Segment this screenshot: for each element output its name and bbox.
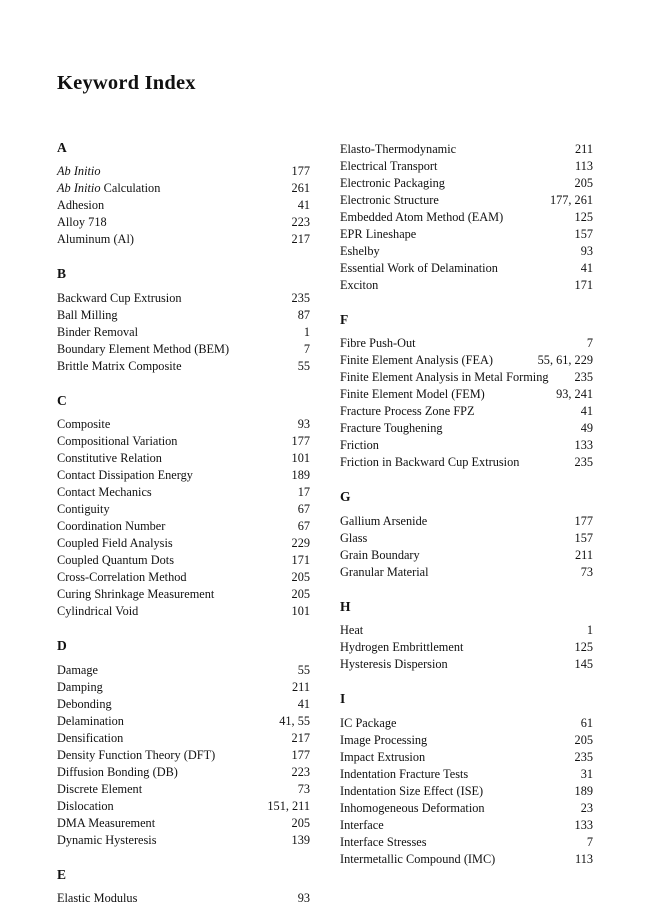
index-entry[interactable] <box>57 467 310 484</box>
entry-pages: 211 <box>292 679 310 694</box>
entry-term: Indentation Size Effect (ISE) <box>340 783 484 798</box>
entry-term: Glass <box>340 530 368 545</box>
entry-pages: 31 <box>580 766 593 781</box>
entry-term: Coupled Quantum Dots <box>57 553 175 568</box>
entry-term <box>57 163 292 180</box>
index-entry[interactable] <box>57 501 310 518</box>
entry-term-italic: Ab Initio <box>57 164 101 179</box>
entry-pages: 23 <box>580 800 593 815</box>
entry-term: Finite Element Analysis (FEA) <box>340 353 493 368</box>
section-letter: I <box>340 691 346 707</box>
index-entry[interactable] <box>57 231 310 248</box>
entry-pages: 93 <box>297 891 310 906</box>
entry-pages: 171 <box>291 553 310 568</box>
index-columns <box>57 139 593 908</box>
index-section-f <box>340 313 593 472</box>
index-entry[interactable] <box>57 214 310 231</box>
index-entry[interactable] <box>340 260 593 277</box>
entry-pages: 261 <box>291 181 310 196</box>
entry-term: DMA Measurement <box>57 815 156 830</box>
entry-term: Ball Milling <box>57 307 118 322</box>
section-letter: F <box>340 311 349 327</box>
entry-term: Discrete Element <box>57 781 143 796</box>
entry-pages: 93, 241 <box>556 387 593 402</box>
entry-term: Electronic Structure <box>340 192 439 207</box>
index-entry[interactable] <box>340 369 593 386</box>
entry-term: EPR Lineshape <box>340 226 417 241</box>
index-entry[interactable] <box>57 798 310 815</box>
index-entry[interactable] <box>340 639 593 656</box>
entry-pages: 151, 211 <box>267 798 310 813</box>
index-entry[interactable] <box>57 603 310 620</box>
index-entry[interactable] <box>57 569 310 586</box>
index-section-g <box>340 490 593 581</box>
section-letter: B <box>57 266 67 282</box>
entry-term: Electronic Packaging <box>340 175 445 190</box>
entry-pages: 55 <box>297 358 310 373</box>
entry-term: Fibre Push-Out <box>340 336 416 351</box>
entry-pages: 41, 55 <box>279 713 310 728</box>
index-section-i <box>340 692 593 868</box>
entry-pages: 7 <box>586 336 593 351</box>
index-entry[interactable] <box>340 622 593 639</box>
index-entry[interactable] <box>340 732 593 749</box>
index-entry[interactable] <box>340 656 593 673</box>
index-entry[interactable] <box>340 783 593 800</box>
entry-pages: 41 <box>297 198 310 213</box>
entry-term: Dynamic Hysteresis <box>57 832 157 847</box>
entry-term: Adhesion <box>57 198 105 213</box>
entry-pages: 177 <box>291 747 310 762</box>
entry-pages: 7 <box>303 341 310 356</box>
index-entry[interactable] <box>340 243 593 260</box>
entry-term: Fracture Toughening <box>340 421 443 436</box>
entry-term: Compositional Variation <box>57 434 178 449</box>
entry-pages: 55, 61, 229 <box>537 353 593 368</box>
index-entry[interactable] <box>57 307 310 324</box>
entry-term: Inhomogeneous Deformation <box>340 800 485 815</box>
index-entry[interactable] <box>57 552 310 569</box>
entry-pages: 145 <box>574 657 593 672</box>
index-entry[interactable] <box>340 817 593 834</box>
entry-pages: 235 <box>574 749 593 764</box>
index-entry[interactable] <box>57 679 310 696</box>
entry-pages: 125 <box>574 640 593 655</box>
entry-term: Brittle Matrix Composite <box>57 358 182 373</box>
entry-term: Gallium Arsenide <box>340 513 428 528</box>
index-entry[interactable] <box>57 713 310 730</box>
section-letter: G <box>340 489 351 505</box>
section-letter: C <box>57 392 67 408</box>
entry-pages: 87 <box>297 307 310 322</box>
entry-term: Alloy 718 <box>57 215 107 230</box>
index-entry[interactable] <box>340 386 593 403</box>
index-entry[interactable] <box>340 420 593 437</box>
section-letter: E <box>57 866 67 882</box>
entry-pages: 125 <box>574 209 593 224</box>
entry-pages: 157 <box>574 226 593 241</box>
entry-pages: 17 <box>297 485 310 500</box>
entry-pages: 61 <box>580 715 593 730</box>
entry-term: Coupled Field Analysis <box>57 536 173 551</box>
entry-term: Fracture Process Zone FPZ <box>340 404 475 419</box>
entry-term: Grain Boundary <box>340 547 420 562</box>
index-entry[interactable] <box>340 851 593 868</box>
right-column <box>340 141 593 868</box>
entry-pages: 133 <box>574 817 593 832</box>
index-entry[interactable] <box>57 815 310 832</box>
entry-term: Finite Element Analysis in Metal Forming <box>340 370 549 385</box>
entry-term: Backward Cup Extrusion <box>57 290 182 305</box>
index-entry[interactable] <box>340 715 593 732</box>
entry-pages: 217 <box>291 730 310 745</box>
entry-pages: 177 <box>291 164 310 179</box>
index-entry[interactable] <box>340 437 593 454</box>
entry-term: Dislocation <box>57 798 114 813</box>
entry-pages: 189 <box>291 468 310 483</box>
entry-term: Aluminum (Al) <box>57 232 134 247</box>
index-entry[interactable] <box>57 535 310 552</box>
entry-term: Coordination Number <box>57 519 166 534</box>
entry-term: IC Package <box>340 715 397 730</box>
index-entry[interactable] <box>57 358 310 375</box>
entry-pages: 211 <box>575 141 593 156</box>
section-letter: H <box>340 598 351 614</box>
entry-term: Debonding <box>57 696 112 711</box>
entry-pages: 205 <box>574 732 593 747</box>
page-title: Keyword Index <box>57 72 196 94</box>
entry-term: Granular Material <box>340 564 429 579</box>
entry-term: Damage <box>57 662 98 677</box>
entry-term: Elasto-Thermodynamic <box>340 141 457 156</box>
entry-term: Indentation Fracture Tests <box>340 766 469 781</box>
index-entry[interactable] <box>340 766 593 783</box>
index-entry[interactable] <box>340 749 593 766</box>
entry-pages: 93 <box>297 417 310 432</box>
entry-pages: 93 <box>580 243 593 258</box>
entry-term-italic: Ab Initio <box>57 181 101 196</box>
entry-pages: 67 <box>297 519 310 534</box>
entry-term: Heat <box>340 623 364 638</box>
index-entry[interactable] <box>340 564 593 581</box>
entry-term: Hysteresis Dispersion <box>340 657 448 672</box>
entry-pages: 113 <box>575 851 593 866</box>
entry-term: Intermetallic Compound (IMC) <box>340 851 496 866</box>
index-entry[interactable] <box>340 403 593 420</box>
index-entry[interactable] <box>57 433 310 450</box>
index-entry[interactable] <box>57 324 310 341</box>
entry-pages: 205 <box>291 570 310 585</box>
entry-pages: 177 <box>574 513 593 528</box>
index-entry[interactable] <box>57 416 310 433</box>
entry-pages: 223 <box>291 215 310 230</box>
index-entry[interactable] <box>57 764 310 781</box>
entry-pages: 211 <box>575 547 593 562</box>
entry-pages: 73 <box>297 781 310 796</box>
entry-term: Electrical Transport <box>340 158 438 173</box>
index-entry[interactable] <box>340 352 593 369</box>
index-entry[interactable] <box>57 696 310 713</box>
entry-term: Image Processing <box>340 732 428 747</box>
entry-term: Constitutive Relation <box>57 451 162 466</box>
entry-pages: 189 <box>574 783 593 798</box>
index-section-e <box>340 141 593 294</box>
section-letter: D <box>57 638 67 654</box>
entry-pages: 205 <box>291 587 310 602</box>
entry-pages: 205 <box>291 815 310 830</box>
index-entry[interactable] <box>340 530 593 547</box>
index-entry[interactable] <box>340 547 593 564</box>
entry-term: Diffusion Bonding (DB) <box>57 764 178 779</box>
entry-pages: 229 <box>291 536 310 551</box>
entry-term: Eshelby <box>340 243 380 258</box>
entry-term-roman: Calculation <box>100 181 161 196</box>
entry-term: Boundary Element Method (BEM) <box>57 341 230 356</box>
entry-pages: 223 <box>291 764 310 779</box>
entry-term: Essential Work of Delamination <box>340 260 498 275</box>
section-letter: A <box>57 139 67 155</box>
index-section-h <box>340 600 593 674</box>
index-entry[interactable] <box>340 175 593 192</box>
entry-pages: 235 <box>291 290 310 305</box>
entry-pages: 41 <box>580 404 593 419</box>
index-entry[interactable] <box>57 180 310 197</box>
index-section-b <box>57 267 310 375</box>
entry-pages: 113 <box>575 158 593 173</box>
entry-term: Composite <box>57 417 111 432</box>
entry-term: Embedded Atom Method (EAM) <box>340 209 504 224</box>
index-entry[interactable] <box>340 192 593 209</box>
entry-term: Impact Extrusion <box>340 749 426 764</box>
entry-term: Friction in Backward Cup Extrusion <box>340 455 520 470</box>
index-entry[interactable] <box>340 158 593 175</box>
index-section-e <box>57 868 310 908</box>
entry-pages: 49 <box>580 421 593 436</box>
index-entry[interactable] <box>57 586 310 603</box>
index-entry[interactable] <box>57 518 310 535</box>
entry-term: Elastic Modulus <box>57 891 138 906</box>
index-entry[interactable] <box>340 209 593 226</box>
index-section-a <box>57 141 310 249</box>
entry-term: Contact Mechanics <box>57 485 152 500</box>
entry-term: Delamination <box>57 713 124 728</box>
entry-pages: 235 <box>574 455 593 470</box>
entry-term: Binder Removal <box>57 324 139 339</box>
entry-pages: 139 <box>291 832 310 847</box>
entry-term: Contact Dissipation Energy <box>57 468 193 483</box>
entry-pages: 41 <box>580 260 593 275</box>
entry-term: Finite Element Model (FEM) <box>340 387 485 402</box>
entry-pages: 1 <box>586 623 593 638</box>
index-entry[interactable] <box>57 484 310 501</box>
entry-term: Friction <box>340 438 379 453</box>
entry-term <box>57 180 292 197</box>
index-section-d <box>57 639 310 849</box>
entry-pages: 235 <box>574 370 593 385</box>
entry-term: Densification <box>57 730 124 745</box>
entry-term: Interface <box>340 817 384 832</box>
index-entry[interactable] <box>57 730 310 747</box>
entry-term: Hydrogen Embrittlement <box>340 640 464 655</box>
index-entry[interactable] <box>57 747 310 764</box>
entry-term: Density Function Theory (DFT) <box>57 747 216 762</box>
entry-pages: 7 <box>586 834 593 849</box>
entry-pages: 55 <box>297 662 310 677</box>
index-entry[interactable] <box>57 197 310 214</box>
index-entry[interactable] <box>57 832 310 849</box>
entry-pages: 157 <box>574 530 593 545</box>
index-entry[interactable] <box>340 335 593 352</box>
entry-pages: 177 <box>291 434 310 449</box>
entry-term: Exciton <box>340 277 379 292</box>
entry-pages: 177, 261 <box>549 192 593 207</box>
entry-pages: 205 <box>574 175 593 190</box>
index-entry[interactable] <box>340 141 593 158</box>
index-entry[interactable] <box>57 290 310 307</box>
index-entry[interactable] <box>340 834 593 851</box>
entry-pages: 133 <box>574 438 593 453</box>
entry-term: Cylindrical Void <box>57 604 139 619</box>
entry-term: Cross-Correlation Method <box>57 570 187 585</box>
entry-pages: 1 <box>303 324 310 339</box>
entry-pages: 73 <box>580 564 593 579</box>
entry-pages: 67 <box>297 502 310 517</box>
entry-term: Interface Stresses <box>340 834 427 849</box>
entry-pages: 217 <box>291 232 310 247</box>
entry-term: Damping <box>57 679 103 694</box>
index-entry[interactable] <box>57 781 310 798</box>
index-entry[interactable] <box>340 226 593 243</box>
index-section-c <box>57 394 310 621</box>
entry-term: Curing Shrinkage Measurement <box>57 587 215 602</box>
entry-term: Contiguity <box>57 502 110 517</box>
entry-pages: 171 <box>574 277 593 292</box>
index-entry[interactable] <box>57 341 310 358</box>
index-entry[interactable] <box>57 890 310 907</box>
index-entry[interactable] <box>57 163 310 180</box>
entry-pages: 101 <box>291 604 310 619</box>
index-entry[interactable] <box>57 662 310 679</box>
entry-pages: 101 <box>291 451 310 466</box>
entry-pages: 41 <box>297 696 310 711</box>
index-entry[interactable] <box>340 513 593 530</box>
index-entry[interactable] <box>340 277 593 294</box>
left-column <box>57 141 310 908</box>
index-entry[interactable] <box>340 800 593 817</box>
index-entry[interactable] <box>340 454 593 471</box>
index-entry[interactable] <box>57 450 310 467</box>
